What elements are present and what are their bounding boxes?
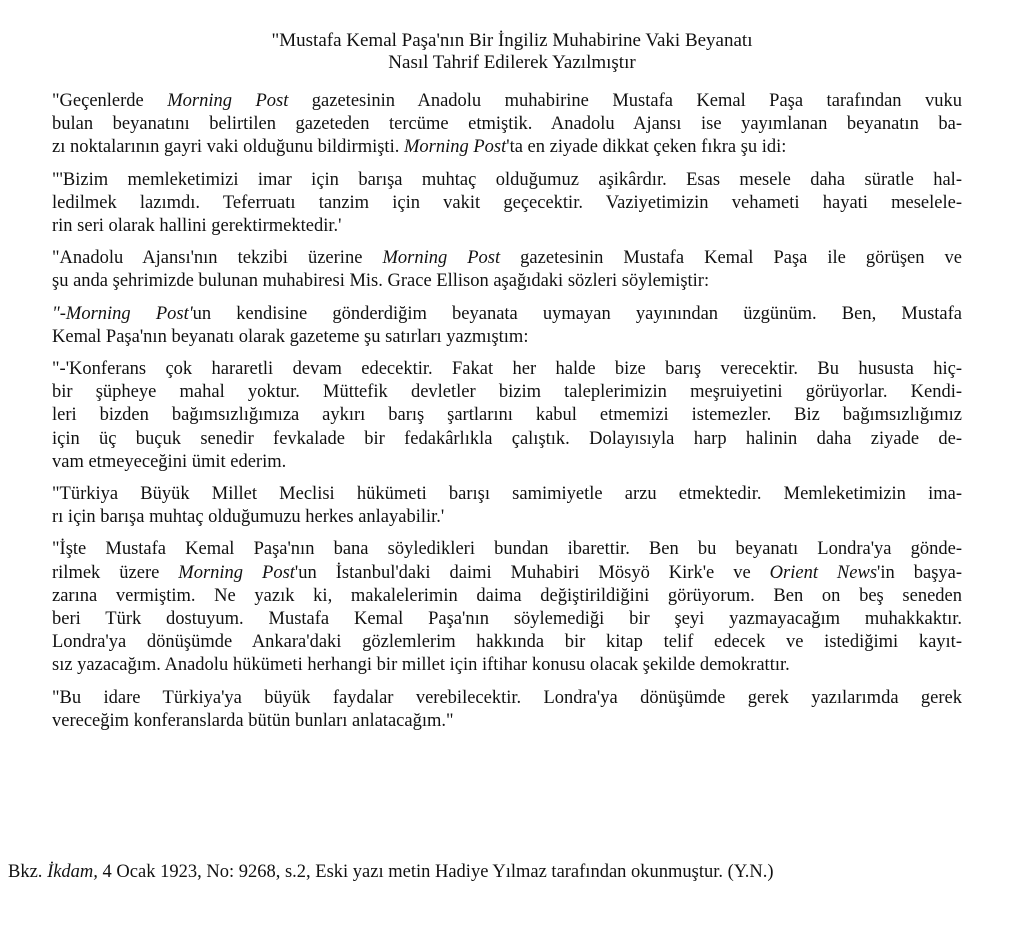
text-line <box>52 381 962 404</box>
paragraph <box>52 247 962 293</box>
text-run: zarına vermiştim. Ne yazık ki, makalelerimin daima değiştirildiğini görüyorum. Ben on beş seneden <box>52 585 962 606</box>
text-run: gazetesinin Anadolu muhabirine Mustafa Kemal Paşa tarafından vuku <box>288 91 962 111</box>
text-run: zı noktalarının gayri vaki olduğunu bildirmişti. <box>52 137 404 158</box>
text-line <box>52 113 962 136</box>
text-line <box>52 169 962 192</box>
text-run: un kendisine gönderdiğim beyanata uymayan yayınından üzgünüm. Ben, Mustafa <box>192 303 962 324</box>
text-line <box>52 687 962 710</box>
text-run: beri Türk dostuyum. Mustafa Kemal Paşa'nın söylemediği bir şeyi yazmayacağım muhakkaktır. <box>52 609 962 630</box>
text-run: Londra'ya dönüşümde Ankara'daki gözlemlerim hakkında bir kitap telif edecek ve istediğimi kayıt- <box>52 632 962 653</box>
text-line <box>52 451 962 474</box>
document-title <box>0 30 1024 74</box>
text-run: rı için barışa muhtaç olduğumuzu herkes anlayabilir.' <box>52 507 445 528</box>
text-line <box>52 326 962 349</box>
text-line <box>52 270 962 293</box>
text-run: vereceğim konferanslarda bütün bunları anlatacağım." <box>52 710 454 731</box>
paragraph <box>52 169 962 239</box>
text-run: için üç buçuk senedir fevkalade bir fedakârlıkla çalıştık. Dolayısıyla harp halinin daha ziyade de- <box>52 428 962 449</box>
text-line <box>52 428 962 451</box>
text-line <box>52 483 962 506</box>
text-run: şu anda şehrimizde bulunan muhabiresi Mis. Grace Ellison aşağıdaki sözleri söylemiştir: <box>52 271 710 292</box>
paragraph <box>52 358 962 474</box>
text-line <box>52 215 962 238</box>
text-line <box>52 538 962 561</box>
text-run: 'ta en ziyade dikkat çeken fıkra şu idi: <box>506 137 787 158</box>
text-run: vam etmeyeceğini ümit ederim. <box>52 451 287 472</box>
text-run: rilmek üzere <box>52 562 179 583</box>
footnote <box>8 861 774 884</box>
text-line <box>52 710 962 733</box>
text-run: "İşte Mustafa Kemal Paşa'nın bana söyledikleri bundan ibarettir. Ben bu beyanatı Londra'ya gönde- <box>52 539 962 560</box>
text-run: bulan beyanatını belirtilen gazeteden tercüme etmiştik. Anadolu Ajansı ise yayımlanan beyanatın ba- <box>52 114 962 135</box>
paragraph <box>52 538 962 677</box>
text-line <box>52 506 962 529</box>
text-line <box>52 404 962 427</box>
text-run: "'Bizim memleketimizi imar için barışa muhtaç olduğumuz aşikârdır. Esas mesele daha süratle hal- <box>52 169 962 190</box>
publication-name: Morning Post <box>167 91 289 111</box>
text-line <box>52 562 962 585</box>
text-run: 'in başya- <box>877 562 963 583</box>
footnote-source-title: İkdam, <box>47 862 98 882</box>
publication-name: Morning Post <box>178 562 295 583</box>
text-run: "Geçenlerde <box>52 91 168 111</box>
title-line-2: Nasıl Tahrif Edilerek Yazılmıştır <box>388 52 636 73</box>
text-line <box>52 136 962 159</box>
text-run: Kemal Paşa'nın beyanatı olarak gazeteme şu satırları yazmıştım: <box>52 326 529 347</box>
text-line <box>52 90 962 113</box>
footnote-prefix: Bkz. <box>8 862 48 882</box>
text-run: gazetesinin Mustafa Kemal Paşa ile görüşen ve <box>500 248 962 269</box>
text-line <box>52 358 962 381</box>
publication-name: "-Morning Post' <box>52 303 193 324</box>
text-line <box>52 192 962 215</box>
text-run: sız yazacağım. Anadolu hükümeti herhangi bir millet için iftihar konusu olacak şekilde demokrattır. <box>52 655 790 676</box>
text-run: "-'Konferans çok hararetli devam edecektir. Fakat her halde bize barış verecektir. Bu hususta hiç- <box>52 359 962 380</box>
text-run: "Anadolu Ajansı'nın tekzibi üzerine <box>52 248 383 269</box>
text-run: bir şüpheye mahal yoktur. Müttefik devletler bizim taleplerimizin meşruiyetini görüyorlar. Kendi- <box>52 382 962 403</box>
paragraph <box>52 483 962 529</box>
text-line <box>52 585 962 608</box>
text-run: "Türkiya Büyük Millet Meclisi hükümeti barışı samimiyetle arzu etmektedir. Memleketimizin ima- <box>52 484 962 505</box>
text-line <box>52 654 962 677</box>
title-line-1: "Mustafa Kemal Paşa'nın Bir İngiliz Muhabirine Vaki Beyanatı <box>271 30 753 51</box>
paragraph <box>52 90 962 160</box>
text-run: ledilmek lazımdı. Teferruatı tanzim için vakit geçecektir. Vaziyetimizin vehameti hayati meselele- <box>52 192 962 213</box>
text-run: leri bizden bağımsızlığımıza aykırı barış şartlarını kabul etmemizi istemezler. Biz bağımsızlığımız <box>52 405 962 426</box>
publication-name: Morning Post <box>382 248 501 269</box>
paragraph <box>52 303 962 349</box>
text-line <box>52 608 962 631</box>
text-line <box>52 247 962 270</box>
footnote-citation: 4 Ocak 1923, No: 9268, s.2, Eski yazı metin Hadiye Yılmaz tarafından okunmuştur. (Y.N.) <box>97 862 774 882</box>
text-run: "Bu idare Türkiya'ya büyük faydalar verebilecektir. Londra'ya dönüşümde gerek yazılarımda gerek <box>52 687 962 708</box>
text-run: 'un İstanbul'daki daimi Muhabiri Mösyö Kirk'e ve <box>294 562 770 583</box>
text-run: rin seri olarak hallini gerektirmektedir.' <box>52 216 342 237</box>
publication-name: Orient News <box>769 562 878 583</box>
text-line <box>52 631 962 654</box>
publication-name: Morning Post <box>403 137 507 158</box>
text-line <box>52 303 962 326</box>
paragraph <box>52 687 962 733</box>
article-body <box>52 90 962 742</box>
